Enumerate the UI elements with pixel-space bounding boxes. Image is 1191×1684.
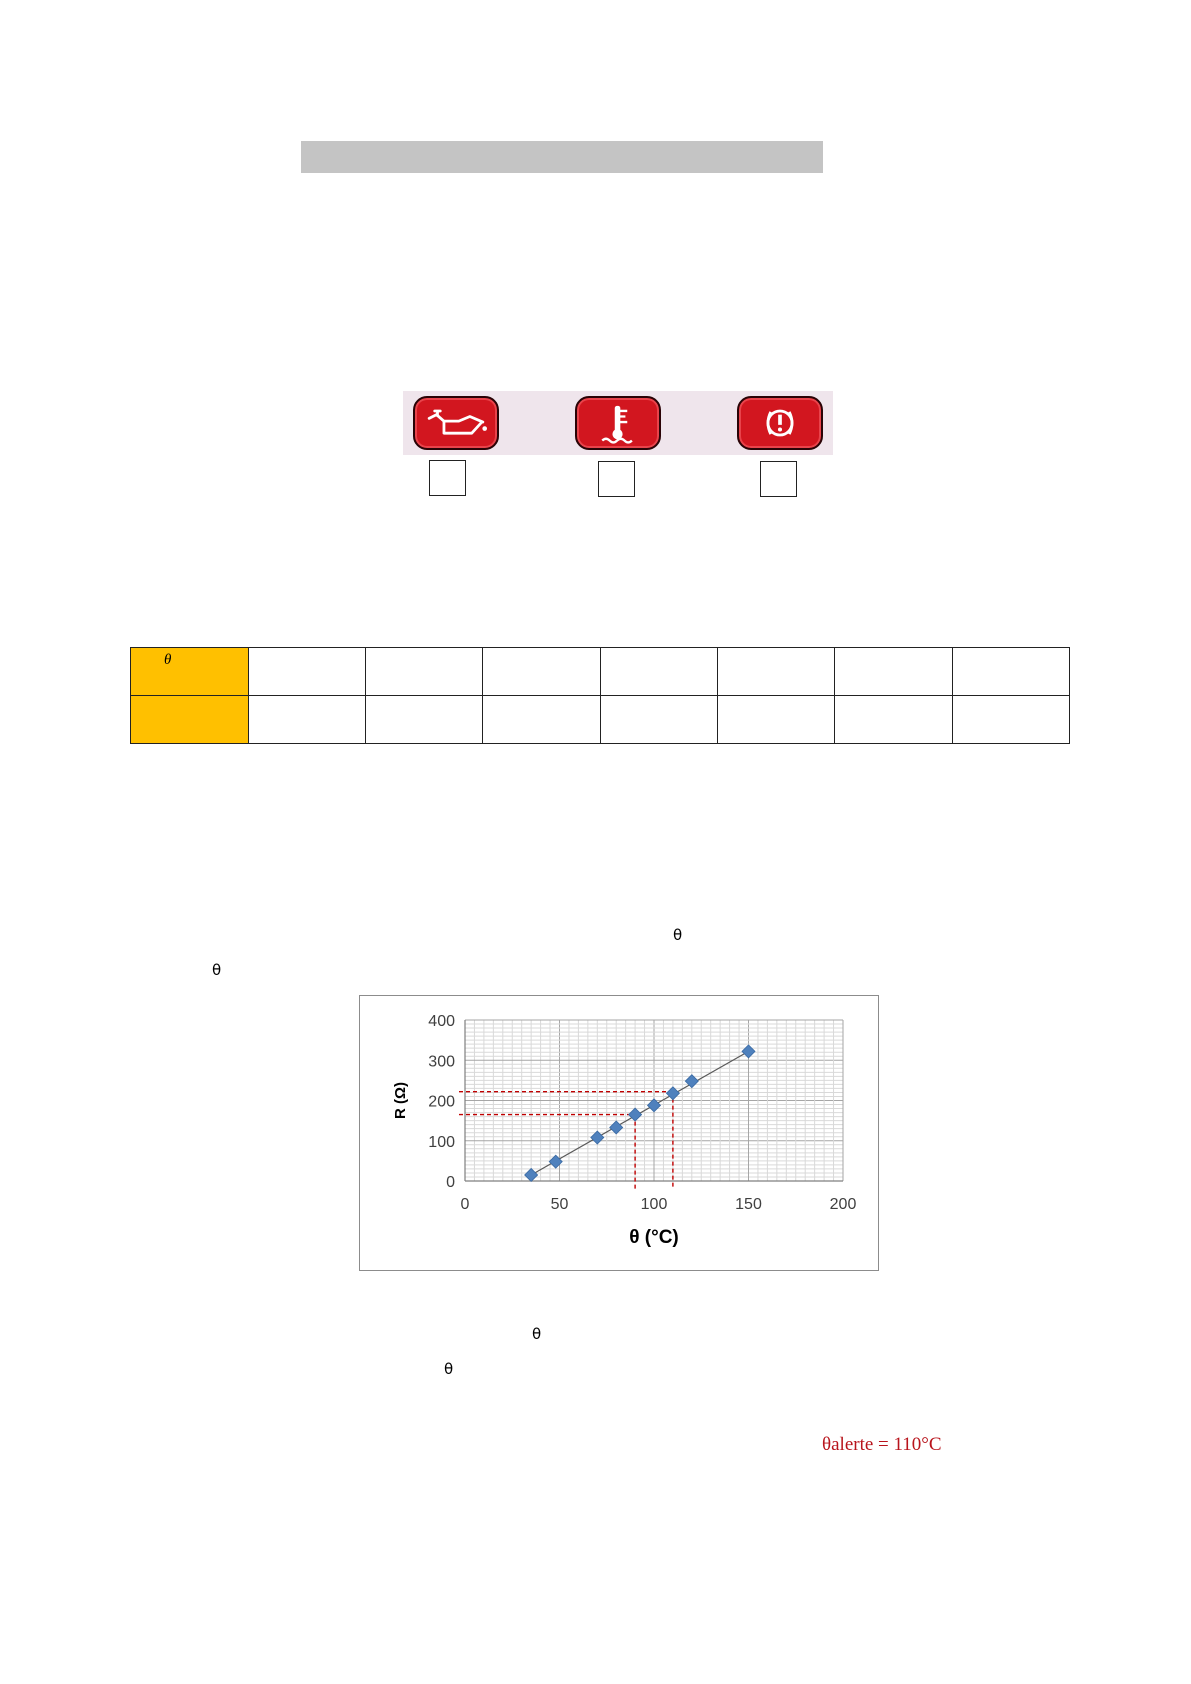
warning-icons-strip [403,391,833,455]
table-cell[interactable] [248,696,365,744]
title-bar-placeholder [301,141,823,173]
oil-pressure-checkbox[interactable] [429,460,466,496]
x-tick-label: 50 [550,1196,569,1213]
table-cell[interactable] [483,648,600,696]
theta-symbol: θ [532,1325,542,1343]
theta-symbol: θ [444,1360,454,1378]
y-tick-label: 200 [428,1093,455,1111]
table-cell[interactable] [952,696,1069,744]
y-tick-label: 0 [446,1174,455,1191]
alert-threshold-text: θalerte = 110°C [822,1434,942,1455]
table-cell[interactable] [835,648,952,696]
chart-frame [359,995,879,1271]
table-cell[interactable] [717,696,834,744]
x-axis-label: θ (°C) [629,1227,679,1248]
x-tick-label: 150 [735,1196,762,1213]
table-cell[interactable] [835,696,952,744]
oil-pressure-icon [413,396,499,450]
table-cell[interactable] [365,696,482,744]
table-header-theta: θ [131,648,249,696]
temperature-resistance-table [130,647,1070,744]
y-tick-label: 300 [428,1053,455,1071]
table-cell[interactable] [717,648,834,696]
resistance-vs-temperature-chart [360,996,880,1272]
coolant-temperature-icon [575,396,661,450]
table-row [131,696,1070,744]
table-row [131,648,1070,696]
table-header-resistance [131,696,249,744]
coolant-temperature-checkbox[interactable] [598,461,635,497]
table-cell[interactable] [952,648,1069,696]
table-cell[interactable] [483,696,600,744]
y-axis-label: R (Ω) [392,1081,409,1120]
table-cell[interactable] [600,696,717,744]
brake-warning-checkbox[interactable] [760,461,797,497]
data-point [525,1168,538,1181]
data-point [610,1121,623,1134]
table-cell[interactable] [600,648,717,696]
theta-symbol: θ [673,926,683,944]
table-cell[interactable] [365,648,482,696]
x-tick-label: 200 [829,1196,857,1213]
x-tick-label: 0 [460,1196,470,1213]
y-tick-label: 100 [428,1133,455,1151]
x-tick-label: 100 [640,1196,668,1213]
theta-symbol: θ [212,961,222,979]
table-cell[interactable] [248,648,365,696]
y-tick-label: 400 [428,1013,455,1030]
brake-warning-icon [737,396,823,450]
